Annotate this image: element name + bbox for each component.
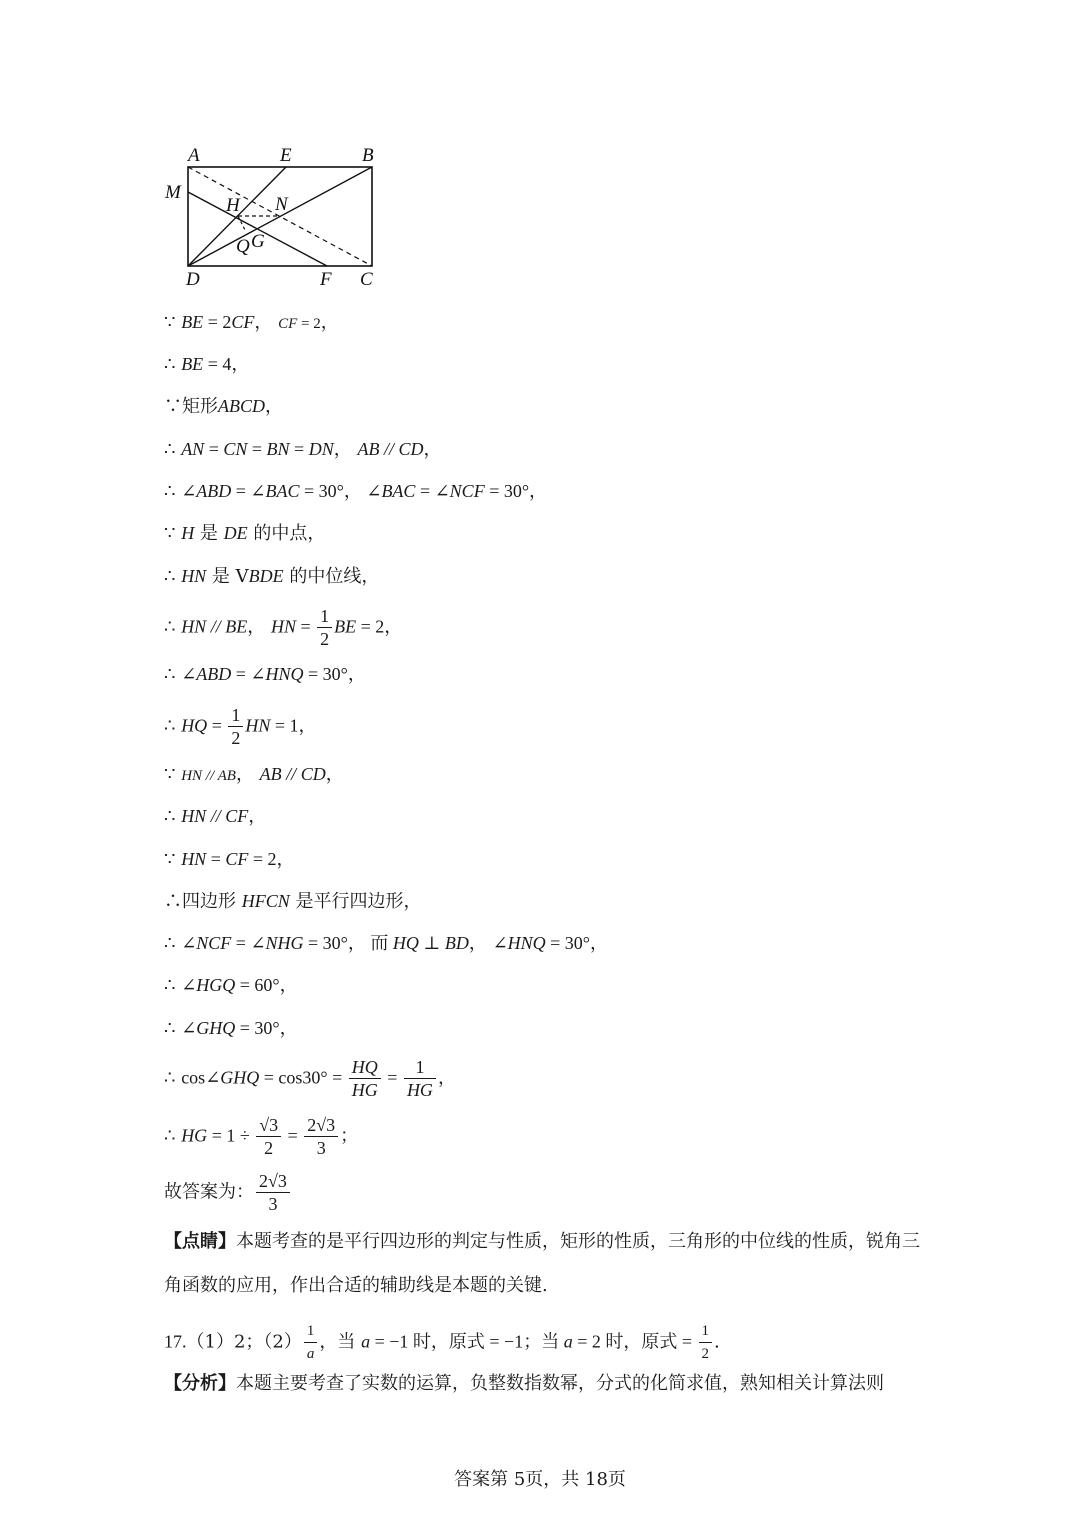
because-symbol: ∵ — [164, 396, 182, 417]
answer-parts: （1）2；（2） — [186, 1331, 302, 1353]
fraction-hq-hg — [349, 1056, 381, 1101]
because-symbol: ∵ — [164, 849, 176, 870]
fraction-denominator: HG — [351, 1080, 378, 1100]
math-bn: BN — [266, 439, 290, 459]
proof-line-13 — [164, 847, 295, 872]
fraction-numerator: 2√3 — [304, 1114, 338, 1137]
math-de: DE — [223, 523, 248, 543]
label-g: G — [251, 231, 265, 252]
math-hfcn: HFCN — [241, 891, 290, 911]
proof-line-11 — [164, 762, 344, 788]
analysis-label: 【分析】 — [164, 1373, 236, 1394]
text-eq: = — [206, 849, 226, 869]
fraction-sqrt3-2 — [256, 1114, 281, 1159]
text-comma: ， — [333, 439, 358, 460]
text-rect: 矩形 — [182, 396, 218, 417]
question-17-line — [164, 1320, 720, 1365]
text-eq: = — [415, 481, 435, 501]
math-angle-abd: ∠ABD — [181, 481, 232, 501]
text-eq: = — [295, 616, 316, 637]
therefore-symbol: ∴ — [164, 1125, 176, 1147]
text-eq: = — [247, 439, 267, 459]
math-hq: HQ — [181, 715, 208, 736]
label-b: B — [362, 145, 374, 166]
fraction-denominator: HG — [406, 1080, 433, 1100]
text-comma: ， — [468, 933, 493, 954]
math-a: a — [361, 1331, 371, 1352]
segment-hq-dashed — [238, 216, 246, 232]
math-cf-small: CF — [278, 316, 298, 332]
text-cos: cos — [181, 1067, 206, 1088]
math-abcd: ABCD — [218, 396, 265, 416]
text-eq: = 4， — [203, 354, 250, 374]
math-ab: AB — [259, 764, 282, 784]
math-hn: HN — [181, 849, 207, 869]
text-comma: ， — [320, 312, 339, 333]
proof-line-9 — [164, 662, 366, 687]
therefore-symbol: ∴ — [164, 975, 176, 996]
geometry-figure — [160, 140, 390, 290]
proof-line-4 — [164, 437, 441, 462]
therefore-symbol: ∴ — [164, 1018, 176, 1039]
label-d: D — [186, 269, 200, 290]
math-angle-ghq: ∠GHQ — [181, 1018, 236, 1038]
because-symbol: ∵ — [164, 312, 176, 333]
text-eq: = 2 — [203, 312, 232, 332]
math-cn: CN — [223, 439, 248, 459]
math-an: AN — [181, 439, 205, 459]
text-60deg: = 60°， — [235, 975, 298, 995]
fraction-numerator: 1 — [304, 1320, 318, 1343]
math-hn: HN — [181, 616, 207, 637]
text-parallel: // — [206, 616, 226, 637]
because-symbol: ∵ — [164, 523, 176, 544]
math-be: BE — [181, 312, 204, 332]
math-hn: HN — [245, 715, 271, 736]
math-cd: CD — [398, 439, 424, 459]
math-angle-hnq: ∠HNQ — [492, 933, 546, 953]
math-cf: CF — [225, 806, 249, 826]
math-angle-hgq: ∠HGQ — [181, 975, 236, 995]
math-angle-ghq: ∠GHQ — [205, 1067, 260, 1088]
text-comma: ， — [437, 1067, 456, 1089]
text-eq2: = 2， — [356, 616, 403, 637]
text-30deg: = 30°， — [484, 481, 548, 501]
proof-line-16 — [164, 973, 298, 998]
fraction-denominator: 2 — [264, 1138, 274, 1158]
fraction-denominator: 2 — [701, 1346, 710, 1362]
math-angle-hnq: ∠HNQ — [250, 664, 304, 684]
text-eq: = — [204, 439, 224, 459]
proof-line-17 — [164, 1016, 298, 1041]
fraction-1-hg — [404, 1056, 436, 1101]
proof-line-8 — [164, 605, 402, 650]
text-parallelogram: 是平行四边形， — [289, 891, 422, 912]
math-cd: CD — [300, 764, 326, 784]
label-e: E — [280, 145, 292, 166]
text-comma: ， — [325, 764, 344, 785]
math-bd: BD — [444, 933, 469, 953]
text-comma: ， — [235, 764, 260, 785]
text-eq2: = 2， — [248, 849, 295, 869]
text-is-triangle: 是 V — [206, 566, 249, 587]
text-comma: ， — [248, 806, 267, 827]
fraction-half — [228, 704, 243, 749]
proof-line-10 — [164, 704, 317, 749]
proof-line-6 — [164, 521, 325, 546]
proof-line-19 — [164, 1114, 358, 1159]
text-when: ，当 — [319, 1331, 362, 1353]
text-30deg: = 30°， — [303, 664, 366, 684]
math-hn: HN — [181, 768, 203, 784]
text-30deg-and: = 30°， 而 — [303, 933, 393, 953]
proof-line-14 — [164, 889, 421, 914]
text-eq: = — [289, 439, 309, 459]
text-cos30: = cos30° = — [259, 1067, 347, 1088]
text-parallel: // — [281, 764, 301, 784]
math-be: BE — [181, 354, 204, 374]
math-be: BE — [225, 616, 248, 637]
label-m: M — [165, 182, 181, 203]
fraction-numerator: 1 — [317, 605, 332, 628]
comment-paragraph — [164, 1220, 924, 1308]
text-eq-small: = 2 — [297, 316, 321, 332]
fraction-denominator: 3 — [316, 1138, 326, 1158]
text-midline: 的中位线， — [283, 566, 380, 587]
fraction-numerator: HQ — [349, 1056, 381, 1079]
therefore-symbol: ∴ — [164, 1067, 176, 1089]
therefore-symbol: ∴ — [164, 664, 176, 685]
math-hn: HN — [181, 806, 207, 826]
proof-line-3 — [164, 394, 283, 419]
text-eq: = — [231, 664, 251, 684]
proof-line-5 — [164, 479, 547, 504]
math-angle-ncf: ∠NCF — [181, 933, 232, 953]
math-h: H — [181, 523, 195, 543]
therefore-symbol: ∴ — [164, 566, 176, 587]
fraction-numerator: 1 — [404, 1056, 436, 1079]
text-period: . — [714, 1331, 720, 1353]
therefore-symbol: ∴ — [164, 715, 176, 737]
text-eq: = — [231, 481, 251, 501]
page-footer: 答案第 5页，共 18页 — [454, 1469, 626, 1490]
text-is: 是 — [194, 523, 224, 544]
text-parallel: // — [202, 768, 218, 784]
math-angle-nhg: ∠NHG — [250, 933, 304, 953]
math-ab: AB — [217, 768, 236, 784]
text-result2: = 2 时，原式 = — [572, 1331, 697, 1352]
label-n: N — [275, 194, 288, 215]
proof-line-12 — [164, 804, 266, 829]
math-bde: BDE — [248, 566, 284, 586]
math-angle-bac: ∠BAC — [250, 481, 300, 501]
fraction-2sqrt3-3 — [304, 1114, 338, 1159]
text-30deg: = 30°， — [235, 1018, 298, 1038]
text-comma: ， — [265, 396, 283, 417]
label-f: F — [320, 269, 332, 290]
comment-text: 本题考查的是平行四边形的判定与性质，矩形的性质，三角形的中位线的性质，锐角三角函数的应用，作出合适的辅助线是本题的关键. — [164, 1231, 920, 1296]
text-30deg: = 30°， — [545, 933, 609, 953]
text-comma: ， — [254, 312, 273, 333]
label-h: H — [226, 195, 240, 216]
math-ab: AB — [357, 439, 380, 459]
text-div: = 1 ÷ — [207, 1125, 255, 1146]
fraction-numerator: 2√3 — [256, 1170, 290, 1193]
label-a: A — [188, 145, 200, 166]
fraction-numerator: √3 — [256, 1114, 281, 1137]
proof-line-2 — [164, 352, 249, 377]
therefore-symbol: ∴ — [164, 616, 176, 638]
text-eq: = — [207, 715, 227, 736]
comment-label: 【点睛】 — [164, 1231, 236, 1252]
math-angle-bac: ∠BAC — [366, 481, 416, 501]
therefore-symbol: ∴ — [164, 354, 176, 375]
therefore-symbol: ∴ — [164, 933, 176, 954]
analysis-paragraph — [164, 1362, 924, 1406]
text-eq: = — [231, 933, 251, 953]
fraction-numerator: 1 — [699, 1320, 713, 1343]
label-q: Q — [236, 236, 250, 257]
proof-line-15 — [164, 931, 608, 956]
therefore-symbol: ∴ — [164, 439, 176, 460]
math-be: BE — [334, 616, 357, 637]
fraction-half — [317, 605, 332, 650]
text-midpoint: 的中点， — [247, 523, 326, 544]
proof-line-18 — [164, 1056, 456, 1101]
fraction-numerator: 1 — [228, 704, 243, 727]
because-symbol: ∵ — [164, 764, 176, 785]
text-comma: ， — [247, 616, 271, 638]
fraction-denominator: 2 — [320, 629, 330, 649]
math-hq: HQ — [392, 933, 419, 953]
text-30deg: = 30°， — [299, 481, 367, 501]
analysis-text: 本题主要考查了实数的运算，负整数指数幂，分式的化简求值，熟知相关计算法则 — [236, 1373, 884, 1394]
text-result1: = −1 时，原式 = −1；当 — [370, 1331, 564, 1352]
proof-line-1 — [164, 310, 339, 336]
math-hg: HG — [181, 1125, 208, 1146]
proof-line-7 — [164, 564, 379, 589]
fraction-denominator: a — [306, 1346, 315, 1362]
rectangle-diagram — [160, 140, 390, 290]
text-eq1: = 1， — [270, 715, 317, 736]
answer-line — [164, 1170, 292, 1215]
math-angle-ncf: ∠NCF — [434, 481, 485, 501]
math-cf: CF — [225, 849, 249, 869]
therefore-symbol: ∴ — [164, 806, 176, 827]
math-a: a — [563, 1331, 573, 1352]
fraction-1-a — [304, 1320, 318, 1365]
text-parallel: // — [379, 439, 399, 459]
label-c: C — [360, 269, 373, 290]
therefore-symbol: ∴ — [164, 891, 182, 912]
answer-label: 故答案为： — [164, 1181, 254, 1203]
answer-fraction — [256, 1170, 290, 1215]
text-eq: = — [382, 1067, 402, 1088]
text-semicolon: ； — [340, 1125, 359, 1147]
math-hn: HN — [181, 566, 207, 586]
text-eq: = — [283, 1125, 303, 1146]
math-cf: CF — [231, 312, 255, 332]
fraction-denominator: 2 — [231, 728, 241, 748]
question-number: 17. — [164, 1331, 187, 1352]
text-quadrilateral: 四边形 — [182, 891, 242, 912]
math-angle-abd: ∠ABD — [181, 664, 232, 684]
fraction-half — [699, 1320, 713, 1365]
fraction-denominator: 3 — [268, 1194, 278, 1214]
text-perp: ⊥ — [418, 933, 445, 953]
text-parallel: // — [206, 806, 226, 826]
therefore-symbol: ∴ — [164, 481, 176, 502]
text-comma: ， — [423, 439, 442, 460]
math-dn: DN — [308, 439, 334, 459]
math-hn: HN — [270, 616, 296, 637]
